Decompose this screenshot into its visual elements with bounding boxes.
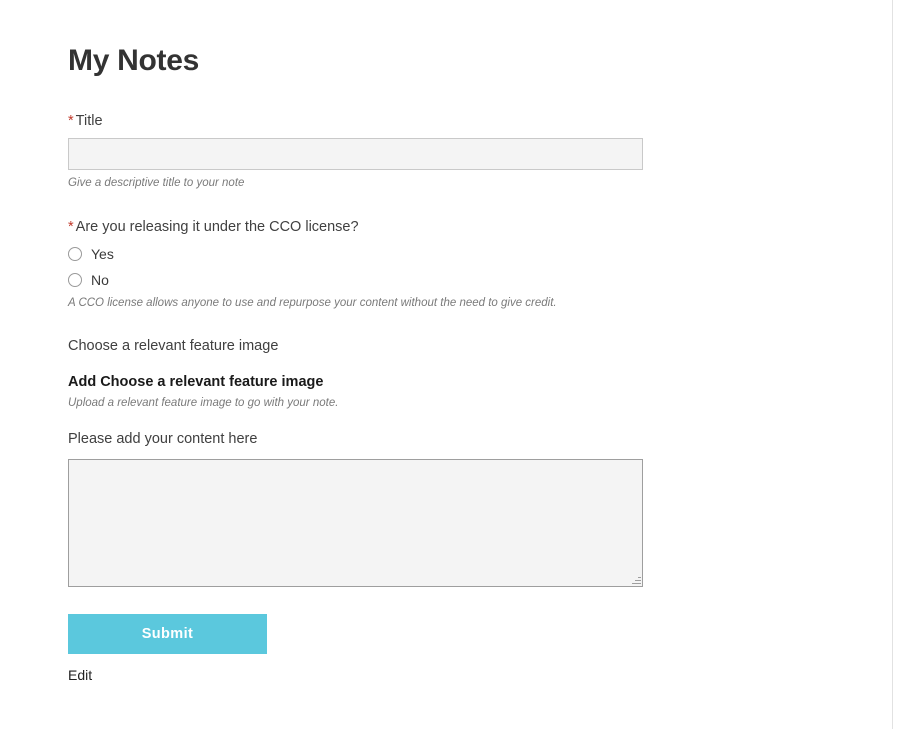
radio-option-no[interactable] xyxy=(68,270,892,290)
field-cco-license xyxy=(68,218,892,311)
edit-link[interactable]: Edit xyxy=(68,666,93,683)
radio-label-no: No xyxy=(91,271,109,288)
title-label-text: Title xyxy=(75,113,103,129)
title-input[interactable] xyxy=(68,138,643,170)
content-textarea-wrapper xyxy=(68,459,643,587)
radio-icon-no[interactable] xyxy=(68,273,82,287)
radio-label-yes: Yes xyxy=(91,245,114,262)
spacer xyxy=(68,411,892,431)
content-label: Please add your content here xyxy=(68,430,258,447)
right-gutter xyxy=(894,0,908,729)
license-label xyxy=(68,218,892,237)
title-help-text: Give a descriptive title to your note xyxy=(68,176,245,189)
license-label-text: Are you releasing it under the CCO license? xyxy=(75,218,359,235)
submit-button[interactable]: Submit xyxy=(68,614,267,654)
radio-option-yes[interactable] xyxy=(68,244,892,264)
license-help-text: A CCO license allows anyone to use and repurpose your content without the need to give credit. xyxy=(68,296,557,309)
field-content xyxy=(68,431,892,587)
field-feature-image xyxy=(68,338,892,411)
field-title xyxy=(68,112,892,191)
title-label xyxy=(68,112,892,131)
required-asterisk-title: * xyxy=(68,113,74,129)
radio-icon-yes[interactable] xyxy=(68,247,82,261)
spacer xyxy=(68,447,892,459)
spacer xyxy=(68,311,892,338)
required-asterisk-license: * xyxy=(68,218,74,235)
feature-image-help-text: Upload a relevant feature image to go with your note. xyxy=(68,396,339,409)
spacer xyxy=(68,354,892,374)
spacer xyxy=(68,191,892,218)
feature-image-label: Choose a relevant feature image xyxy=(68,337,279,354)
content-textarea[interactable] xyxy=(68,459,643,587)
add-feature-image-button[interactable]: Add Choose a relevant feature image xyxy=(68,373,324,390)
page-title: My Notes xyxy=(68,44,199,77)
